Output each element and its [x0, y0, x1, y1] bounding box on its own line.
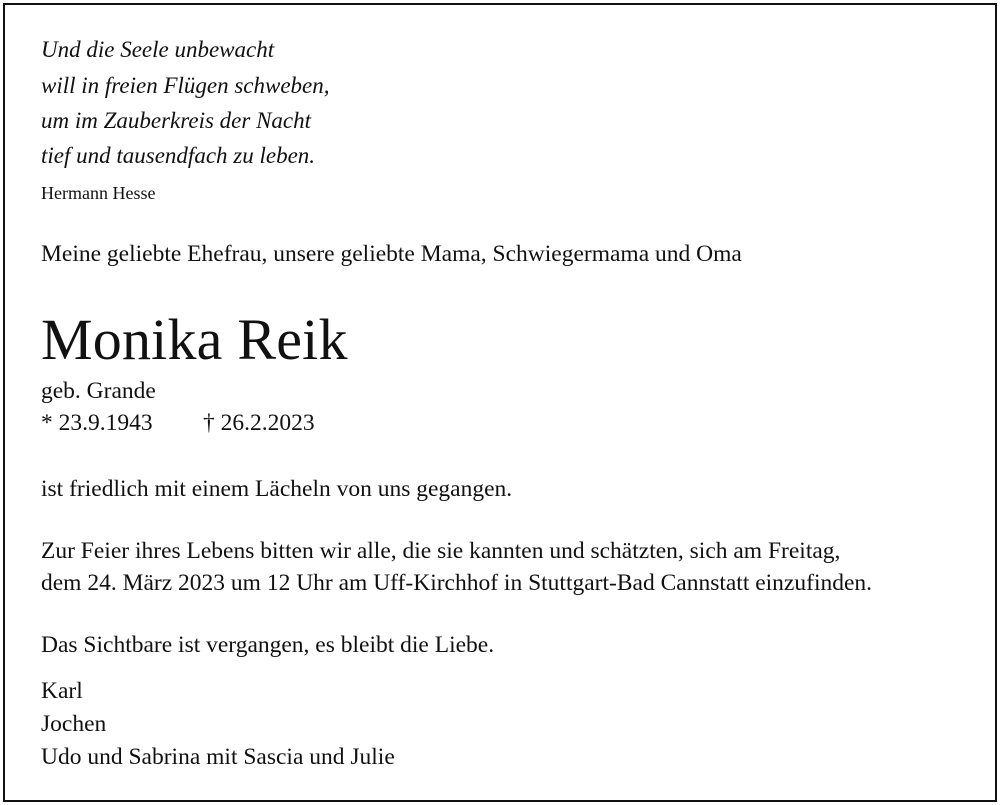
- mourner-name: Jochen: [41, 711, 107, 737]
- poem-line: will in freien Flügen schweben,: [41, 73, 330, 98]
- invitation-line: Zur Feier ihres Lebens bitten wir alle, die sie kannten und schätzten, sich am Freitag,: [41, 538, 841, 564]
- passing-text: ist friedlich mit einem Lächeln von uns gegangen.: [41, 476, 513, 502]
- birth-date: * 23.9.1943: [41, 410, 153, 436]
- maiden-name: geb. Grande: [41, 378, 156, 404]
- life-dates: [41, 412, 315, 436]
- mourner-name: Udo und Sabrina mit Sascia und Julie: [41, 744, 395, 770]
- poem-line: Und die Seele unbewacht: [41, 37, 275, 62]
- invitation-line: dem 24. März 2023 um 12 Uhr am Uff-Kirchhof in Stuttgart-Bad Cannstatt einzufinden.: [41, 570, 873, 596]
- intro-text: Meine geliebte Ehefrau, unsere geliebte Mama, Schwiegermama und Oma: [41, 241, 742, 267]
- death-date: † 26.2.2023: [203, 410, 315, 436]
- closing-text: Das Sichtbare ist vergangen, es bleibt die Liebe.: [41, 632, 495, 658]
- poem-line: um im Zauberkreis der Nacht: [41, 108, 312, 133]
- poem-author: Hermann Hesse: [41, 183, 156, 203]
- mourner-name: Karl: [41, 678, 83, 704]
- poem-line: tief und tausendfach zu leben.: [41, 143, 316, 168]
- deceased-name: Monika Reik: [41, 307, 348, 372]
